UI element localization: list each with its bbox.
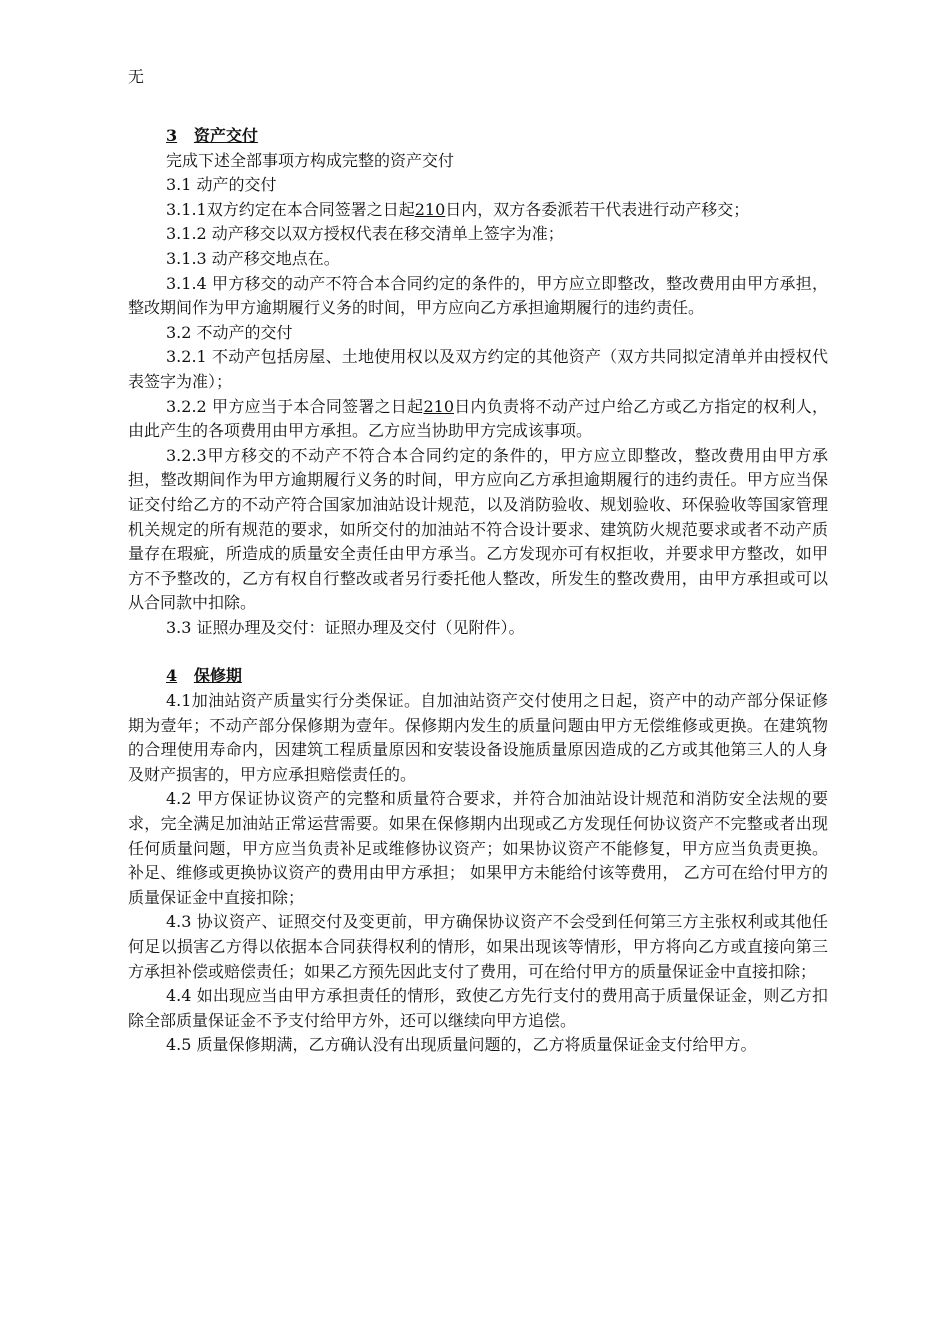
section-4-number: 4 xyxy=(166,666,178,686)
clause-4-4: 4.4 如出现应当由甲方承担责任的情形，致使乙方先行支付的费用高于质量保证金，则乙方扣除全部质量保证金不予支付给甲方外，还可以继续向甲方追偿。 xyxy=(128,986,828,1030)
clause-4-2: 4.2 甲方保证协议资产的完整和质量符合要求，并符合加油站设计规范和消防安全法规的要求，完全满足加油站正常运营需要。如果在保修期内出现或乙方发现任何协议资产不完整或者出现任何质量问题，甲方应当负责补足或维修协议资产；如果协议资产不能修复，甲方应当负责更换。补足、维修或更换协议资产的费用由甲方承担； 如果甲方未能给付该等费用， 乙方可在给付甲方的质量保证金中直接扣除； xyxy=(128,789,828,907)
days-value: 210 xyxy=(423,396,454,416)
clause-3-2-2: 3.2.2 甲方应当于本合同签署之日起210日内负责将不动产过户给乙方或乙方指定的权利人，由此产生的各项费用由甲方承担。乙方应当协助甲方完成该事项。 xyxy=(128,396,828,441)
clause-4-5: 4.5 质量保修期满，乙方确认没有出现质量问题的，乙方将质量保证金支付给甲方。 xyxy=(166,1035,757,1055)
section-3-title: 资产交付 xyxy=(193,126,258,145)
section-3-number: 3 xyxy=(166,126,178,145)
section-3-heading xyxy=(166,124,828,149)
clause-3-2-1: 3.2.1 不动产包括房屋、土地使用权以及双方约定的其他资产（双方共同拟定清单并由授权代表签字为准）； xyxy=(128,347,828,391)
top-note: 无 xyxy=(128,67,145,86)
clause-4-1: 4.1加油站资产质量实行分类保证。自加油站资产交付使用之日起，资产中的动产部分保证修期为壹年；不动产部分保修期为壹年。保修期内发生的质量问题由甲方无偿维修或更换。在建筑物的合理使用寿命内，因建筑工程质量原因和安装设备设施质量原因造成的乙方或其他第三人的人身及财产损害的，甲方应承担赔偿责任的。 xyxy=(128,691,828,784)
clause-3-1-2: 3.1.2 动产移交以双方授权代表在移交清单上签字为准； xyxy=(166,224,564,244)
section-4-heading xyxy=(166,664,828,689)
section-4-title: 保修期 xyxy=(193,666,242,686)
section-3-intro: 完成下述全部事项方构成完整的资产交付 xyxy=(166,150,455,170)
clause-4-3: 4.3 协议资产、证照交付及变更前，甲方确保协议资产不会受到任何第三方主张权利或其他任何足以损害乙方得以依据本合同获得权利的情形，如果出现该等情形，甲方将向乙方或直接向第三方承担补偿或赔偿责任；如果乙方预先因此支付了费用，可在给付甲方的质量保证金中直接扣除； xyxy=(128,912,828,981)
clause-3-1: 3.1 动产的交付 xyxy=(166,175,277,195)
clause-3-1-4: 3.1.4 甲方移交的动产不符合本合同约定的条件的，甲方应立即整改，整改费用由甲方承担，整改期间作为甲方逾期履行义务的时间，甲方应向乙方承担逾期履行的违约责任。 xyxy=(128,273,828,318)
days-value: 210 xyxy=(414,199,446,219)
clause-3-1-3: 3.1.3 动产移交地点在。 xyxy=(166,248,340,268)
clause-3-1-1: 3.1.1双方约定在本合同签署之日起210日内，双方各委派若干代表进行动产移交； xyxy=(166,199,750,219)
clause-3-3: 3.3 证照办理及交付：证照办理及交付（见附件）。 xyxy=(166,617,525,637)
document-body xyxy=(128,124,828,1058)
clause-3-2: 3.2 不动产的交付 xyxy=(166,322,293,342)
clause-3-2-3: 3.2.3甲方移交的不动产不符合本合同约定的条件的，甲方应立即整改，整改费用由甲方承担，整改期间作为甲方逾期履行义务的时间，甲方应向乙方承担逾期履行的违约责任。甲方应当保证交付给乙方的不动产符合国家加油站设计规范，以及消防验收、规划验收、环保验收等国家管理机关规定的所有规范的要求，如所交付的加油站不符合设计要求、建筑防火规范要求或者不动产质量存在瑕疵，所造成的质量安全责任由甲方承当。乙方发现亦可有权拒收，并要求甲方整改，如甲方不予整改的，乙方有权自行整改或者另行委托他人整改，所发生的整改费用，由甲方承担或可以从合同款中扣除。 xyxy=(128,445,828,613)
